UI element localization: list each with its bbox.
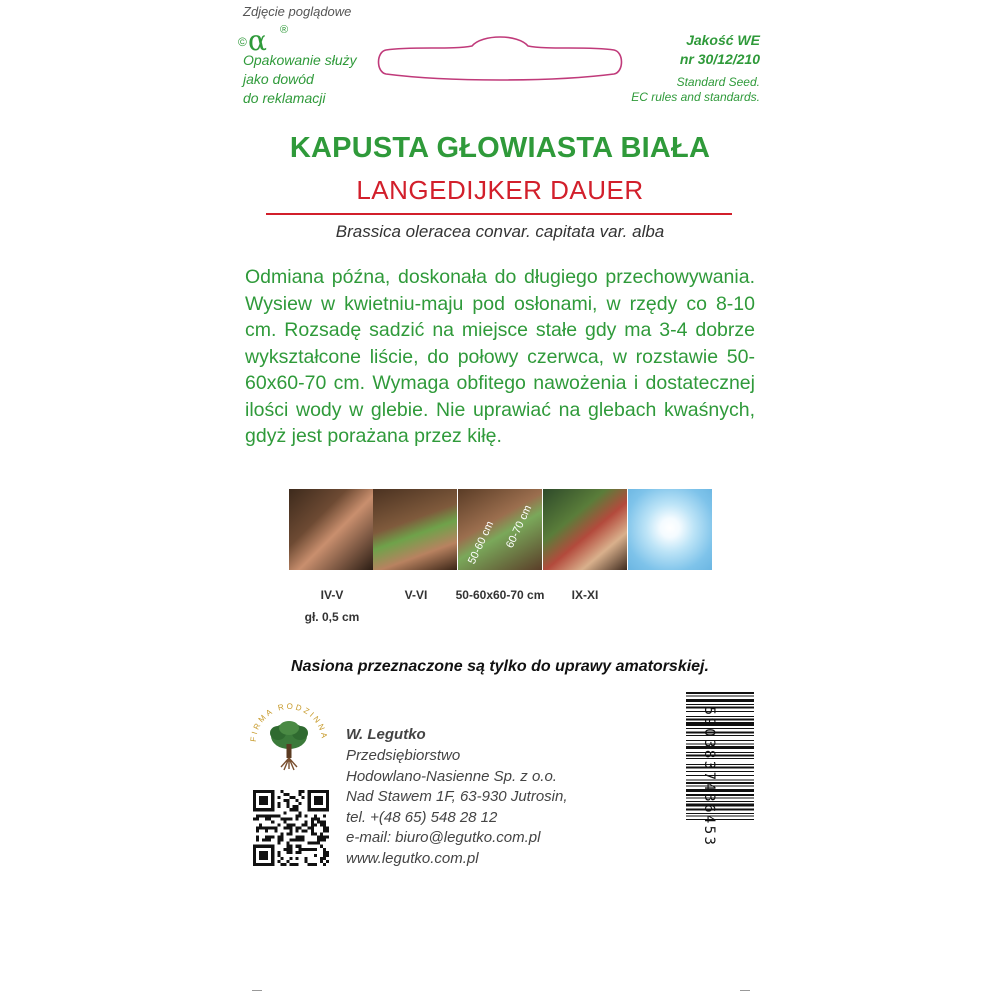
quality-certificate — [680, 31, 760, 69]
family-company-tree-logo — [248, 692, 330, 774]
company-address-block — [346, 746, 568, 869]
title-divider — [266, 213, 732, 215]
sowing-photo — [289, 489, 373, 570]
alpha-symbol: α — [248, 24, 267, 57]
company-address: Nad Stawem 1F, 63-930 Jutrosin, — [346, 788, 568, 805]
company-type-full: Hodowlano-Nasienne Sp. z o.o. — [346, 767, 557, 785]
complaint-notice — [243, 51, 357, 108]
cultivation-description: Odmiana późna, doskonała do długiego przechowywania. Wysiew w kwietniu-maju pod osłonami, w rzędy co 8-10 cm. Rozsadę sadzić na miejsce stałe gdy ma 3-4 dobrze wykształcone liście, do połowy czerwca, w rozstawie 50-60x60-70 cm. Wymaga obfitego nawożenia i dostatecznej ilości wody w glebie. Nie uprawiać na glebach kwaśnych, gdyż jest porażana przez kiłę. — [245, 266, 755, 447]
variety-name: LANGEDIJKER DAUER — [356, 175, 644, 205]
ean-number: 5903837436453 — [701, 706, 717, 848]
complaint-line: Opakowanie służy — [243, 52, 357, 68]
quality-line: nr 30/12/210 — [679, 51, 760, 67]
company-type: Przedsiębiorstwo — [346, 747, 461, 764]
company-website: www.legutko.com.pl — [346, 849, 479, 867]
sun-exposure-icon — [628, 489, 712, 570]
sowing-period-caption: IV-V — [320, 588, 344, 602]
crop-mark — [252, 990, 262, 1001]
amateur-use-notice: Nasiona przeznaczone są tylko do uprawy amatorskiej. — [291, 658, 709, 675]
standard-line: Standard Seed. — [676, 75, 760, 89]
registered-symbol: ® — [280, 24, 289, 36]
spacing-label: 60-70 cm — [504, 503, 535, 551]
complaint-line: jako dowód — [243, 71, 314, 87]
harvest-photo — [543, 489, 627, 570]
company-name: W. Legutko — [346, 726, 426, 743]
copyright-symbol: © — [238, 35, 247, 49]
seedling-photo — [373, 489, 457, 570]
badge-text: FIRMA RODZINNA — [248, 701, 330, 743]
quality-line: Jakość WE — [686, 32, 760, 48]
spacing-label: 50-60 cm — [466, 519, 497, 567]
company-phone: tel. +(48 65) 548 28 12 — [346, 808, 498, 826]
planting-spacing-photo — [458, 489, 542, 570]
complaint-line: do reklamacji — [243, 90, 326, 106]
standard-line: EC rules and standards. — [631, 90, 760, 104]
sowing-depth-caption: gł. 0,5 cm — [304, 610, 360, 624]
disclaimer-text: Zdjęcie poglądowe — [243, 4, 352, 19]
latin-name: Brassica oleracea convar. capitata var. alba — [335, 222, 665, 241]
hang-hole-outline — [372, 28, 628, 96]
alpha-logo — [238, 24, 298, 57]
spacing-caption: 50-60x60-70 cm — [455, 588, 545, 602]
product-title: KAPUSTA GŁOWIASTA BIAŁA — [289, 132, 711, 164]
standard-seed-note — [631, 75, 760, 105]
crop-mark — [740, 990, 750, 1001]
company-email: e-mail: biuro@legutko.com.pl — [346, 829, 541, 846]
qr-code — [253, 790, 329, 866]
planting-period-caption: V-VI — [404, 588, 428, 602]
harvest-period-caption: IX-XI — [571, 588, 599, 602]
